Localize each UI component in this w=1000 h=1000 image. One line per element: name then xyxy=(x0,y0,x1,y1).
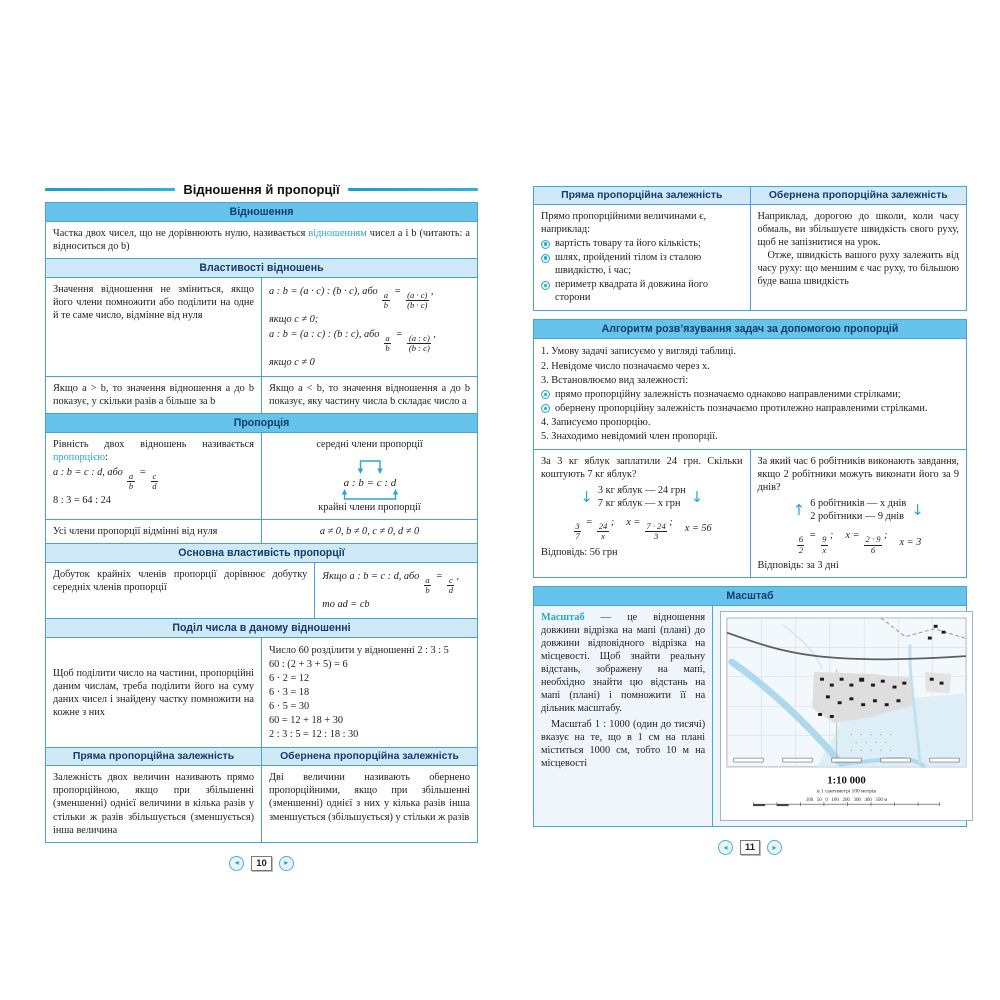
properties-text: Значення відношення не зміниться, якщо його члени помножити або поділити на одне й те саме число, відмінне від нуля xyxy=(53,284,254,322)
ratio-definition: Частка двох чисел, що не дорівнюють нулю, називається відношенням чисел a і b (читають: a відноситься до b) xyxy=(53,228,470,253)
algorithm-header: Алгоритм розв’язування задач за допомогою пропорцій xyxy=(534,320,966,338)
term-proportion: пропорцією xyxy=(53,451,106,463)
term-scale: Масштаб xyxy=(541,612,585,624)
inverse-prop-definition: Дві величини називають обернено пропорційними, якщо при збільшенні (зменшенні) однієї з них у кілька разів інша зменшується (збільшується) у стільки ж разів xyxy=(261,766,477,841)
direct-prop-worked-example: За 3 кг яблук заплатили 24 грн. Скільки коштують 7 кг яблук? ↓ 3 кг яблук — 24 грн 7 кг яблук — x грн ↓ $\frac{3}{7}$ = $\frac{24}{x}$ ; x = $\frac{7 \cdot 24}{3}$ ; x = 56 Відповідь: 56 грн xyxy=(541,455,743,558)
middle-terms-label: середні члени пропорції xyxy=(316,438,423,450)
outer-terms-label: крайні члени пропорції xyxy=(318,501,421,513)
inverse-prop-worked-example: За який час 6 робітників виконають завдання, якщо 2 робітники можуть виконати його за 9 днів? ↑ 6 робітників — x днів 2 робітники — 9 днів ↓ $\frac{6}{2}$ = $\frac{9}{x}$ ; x = $\frac{2 \cdot 9}{6}$ ; x = 3 Відповідь: за 3 дні xyxy=(750,450,967,577)
division-rule-text: Щоб поділити число на частини, пропорційні даним числам, треба поділити його на суму даних чисел і знайдену частку помножити на кожне з них xyxy=(53,667,254,718)
section-header-vidnoshennia: Відношення xyxy=(46,203,477,221)
fraction: $\frac{2 \cdot 9}{6}$ xyxy=(865,534,881,555)
prev-page-button[interactable]: ◂ xyxy=(718,840,733,855)
page-nav-right xyxy=(533,840,967,855)
main-property-text: Добуток крайніх членів пропорції дорівнює добутку середніх членів пропорції xyxy=(53,569,308,594)
bullet-icon xyxy=(541,390,550,399)
section-header-properties: Властивості відношень xyxy=(46,259,477,277)
fraction: $\frac{c}{d}$ xyxy=(152,470,157,492)
fraction: $\frac{c}{d}$ xyxy=(448,574,454,596)
bullet-item: прямо пропорційну залежність позначаємо однаково направленими стрілками; xyxy=(541,388,959,401)
bullet-item: периметр квадрата й довжина його сторони xyxy=(541,278,743,304)
division-worked-example: Число 60 розділити у відношенні 2 : 3 : 5 60 : (2 + 3 + 5) = 6 6 · 2 = 12 6 · 3 = 18 6 · 5 = 30 60 = 12 + 18 + 30 2 : 3 : 5 = 12 : 18 : 30 xyxy=(261,638,477,747)
fraction: $\frac{3}{7}$ xyxy=(575,520,580,542)
main-property-formula: Якщо a : b = c : d, або $\frac{a}{b}$ = $\frac{c}{d}$ , то ad = cb xyxy=(314,563,506,618)
fraction: $\frac{7 \cdot 24}{3}$ xyxy=(646,520,666,542)
fraction: $\frac{a}{b}$ xyxy=(385,332,390,354)
title-rule-left xyxy=(45,188,175,191)
bullet-item: вартість товару та його кількість; xyxy=(541,237,743,250)
next-page-button[interactable]: ▸ xyxy=(279,856,294,871)
scale-definition: Масштаб — це відношення довжини відрізка на мапі (плані) до довжини відповідного відрізка на місцевості. Щоб знайти реальну відстань, зображену на мапі, необхідно знайти цю відстань на мапі (плані) і помножити її на дільник масштабу. Масштаб 1 : 1000 (один до тисячі) вказує на те, що в 1 см на плані міститься 1000 см, тобто 10 м на місцевості xyxy=(541,612,706,769)
page-left xyxy=(45,180,478,871)
properties-formulas: a : b = (a · c) : (b · c), або $\frac{a}{b}$ = $\frac{(a \cdot c)}{(b \cdot c)}$ , якщо c ≠ 0; a : b = (a : c) : (b : c), або $\frac{a}{b}$ = $\frac{(a : c)}{(b : c)}$ , якщо c ≠ 0 xyxy=(261,278,477,376)
map-ruler-labels: 100 50 0 100 200 300 400 500 м xyxy=(805,798,888,804)
map-cell xyxy=(712,606,980,826)
fraction: $\frac{6}{2}$ xyxy=(798,534,803,555)
proportion-example: 8 : 3 = 64 : 24 xyxy=(53,494,111,506)
term-vidnoshennia: відношенням xyxy=(308,228,367,239)
direct-prop-header: Пряма пропорційна залежність xyxy=(46,748,261,765)
fraction: $\frac{9}{x}$ xyxy=(822,534,827,555)
direct-prop-examples: Прямо пропорційними величинами є, наприклад: вартість товару та його кількість; шлях, пройдений тілом із сталою швидкістю, і час; периметр квадрата й довжина його сторони xyxy=(534,205,750,310)
direct-prop-header-right-page: Пряма пропорційна залежність xyxy=(534,187,750,204)
bullet-item: шлях, пройдений тілом із сталою швидкістю, і час; xyxy=(541,251,743,277)
topographic-map-image xyxy=(724,615,969,813)
nonzero-members-rule: Усі члени пропорції відмінні від нуля xyxy=(53,526,218,538)
fraction: $\frac{24}{x}$ xyxy=(598,520,608,542)
page-right xyxy=(533,186,967,855)
page-nav-left xyxy=(45,856,478,871)
proportion-definition: Рівність двох відношень називається пропорцією: a : b = c : d, або $\frac{a}{b}$ = $\frac{c}{d}$ 8 : 3 = 64 : 24 xyxy=(53,438,254,506)
chapter-title: Відношення й пропорції xyxy=(183,181,340,197)
svg-text:a : b = c : d: a : b = c : d xyxy=(343,476,396,489)
inverse-prop-header: Обернена пропорційна залежність xyxy=(261,748,477,765)
proportion-arrows-diagram xyxy=(285,451,455,501)
algorithm-steps: 1. Умову задачі записуємо у вигляді таблиці. 2. Невідоме число позначаємо через x. 3. Встановлюємо вид залежності: прямо пропорційну залежність позначаємо однаково направленими стрілками; обернену пропорційну залежність позначаємо протилежно направленими стрілками. 4. Записуємо пропорцію. 5. Знаходимо невідомий член пропорції. xyxy=(534,339,966,448)
ratios-table xyxy=(45,202,478,843)
bullet-icon xyxy=(541,240,550,249)
ratio-greater-rule: Якщо a > b, то значення відношення a до b показує, у скільки разів a більше за b xyxy=(53,382,254,407)
chapter-title-row xyxy=(45,180,478,198)
down-arrow-icon: ↓ xyxy=(690,487,704,506)
next-page-button[interactable]: ▸ xyxy=(767,840,782,855)
down-arrow-icon: ↓ xyxy=(580,487,593,506)
bullet-icon xyxy=(541,281,550,290)
proportion-diagram xyxy=(261,433,477,519)
fraction: $\frac{(a \cdot c)}{(b \cdot c)}$ xyxy=(407,289,428,311)
inverse-prop-header-right-page: Обернена пропорційна залежність xyxy=(750,187,967,204)
ratio-less-rule: Якщо a < b, то значення відношення a до b показує, яку частину числа b складає число a xyxy=(261,377,477,413)
fraction: $\frac{a}{b}$ xyxy=(128,470,134,492)
inverse-prop-example-text: Наприклад, дорогою до школи, коли часу обмаль, ви збільшуєте швидкість свого руху, щоб не запізнитися на урок. Отже, швидкість вашого руху залежить від часу руху: що меншим є час руху, то більшою буде ваша швидкість xyxy=(750,205,967,310)
down-arrow-icon: ↓ xyxy=(911,500,924,519)
fraction: $\frac{a}{b}$ xyxy=(425,574,430,596)
section-header-division: Поділ числа в даному відношенні xyxy=(46,619,477,637)
prev-page-button[interactable]: ◂ xyxy=(229,856,244,871)
section-header-main-property: Основна властивість пропорції xyxy=(46,544,477,562)
nonzero-members-formula: a ≠ 0, b ≠ 0, c ≠ 0, d ≠ 0 xyxy=(261,520,477,543)
bullet-icon xyxy=(541,404,550,413)
scale-header: Масштаб xyxy=(534,587,966,605)
fraction: $\frac{(a : c)}{(b : c)}$ xyxy=(408,332,430,354)
scale-table xyxy=(533,586,967,827)
fraction: $\frac{a}{b}$ xyxy=(383,289,389,311)
map-scale-label: 1:10 000 xyxy=(827,774,866,787)
direct-prop-definition: Залежність двох величин називають прямо пропорційною, якщо при збільшенні (зменшенні) однієї величини в кілька разів у стільки ж разів збільшується (зменшується) інша величина xyxy=(53,772,254,836)
up-arrow-icon: ↑ xyxy=(792,500,806,519)
page-number-right: 11 xyxy=(740,840,760,855)
bullet-icon xyxy=(541,254,550,263)
page-number-left: 10 xyxy=(251,856,272,871)
bullet-item: обернену пропорційну залежність позначаємо протилежно направленими стрілками. xyxy=(541,402,959,415)
title-rule-right xyxy=(348,188,478,191)
section-header-proportion: Пропорція xyxy=(46,414,477,432)
map-scale-note: в 1 сантиметрі 100 метрів xyxy=(817,788,877,795)
proportional-dependence-table xyxy=(533,186,967,311)
topographic-map xyxy=(720,611,973,821)
algorithm-table xyxy=(533,319,967,578)
